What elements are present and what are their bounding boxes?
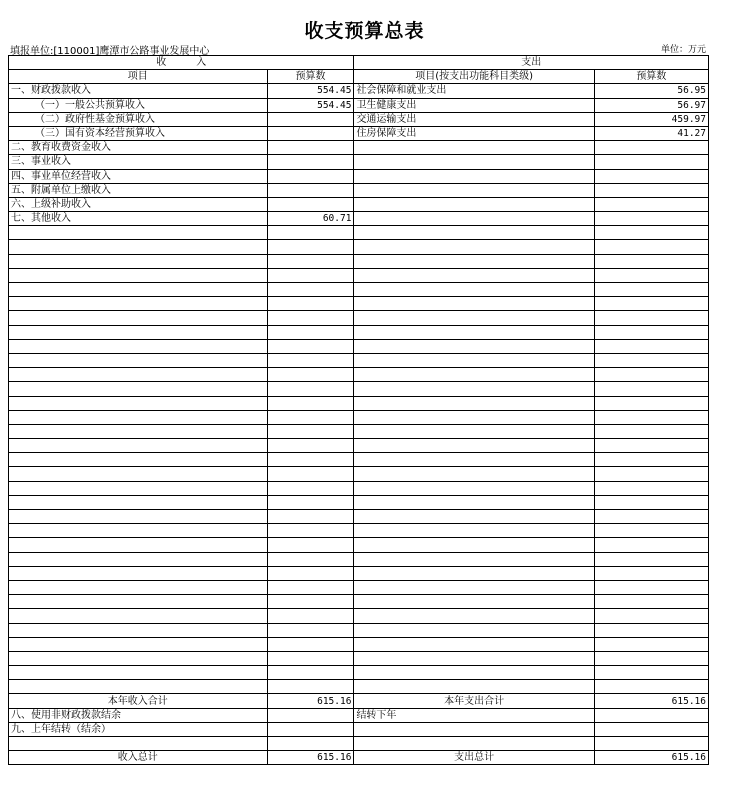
- column-header-row: [9, 70, 709, 84]
- income-value-cell: [267, 112, 354, 126]
- income-value-cell: [267, 382, 354, 396]
- income-value-cell: [267, 453, 354, 467]
- budget-table: [8, 55, 709, 765]
- expense-item-cell: [354, 410, 594, 424]
- expense-value-cell: [594, 169, 708, 183]
- expense-item-cell: 卫生健康支出: [354, 98, 594, 112]
- expense-item-cell: [354, 552, 594, 566]
- expense-item-cell: [354, 495, 594, 509]
- table-row: [9, 240, 709, 254]
- income-item-cell: [9, 680, 268, 694]
- income-item-cell: [9, 410, 268, 424]
- expense-item-cell: [354, 311, 594, 325]
- income-value-cell: 60.71: [267, 212, 354, 226]
- expense-item-cell: [354, 325, 594, 339]
- blank-cell: [594, 737, 708, 751]
- income-item-cell: 二、教育收费资金收入: [9, 141, 268, 155]
- page-title: 收支预算总表: [304, 20, 425, 42]
- expense-value-cell: [594, 141, 708, 155]
- expense-item-cell: [354, 268, 594, 282]
- expense-value-cell: [594, 439, 708, 453]
- expense-item-cell: [354, 254, 594, 268]
- income-value-cell: [267, 609, 354, 623]
- blank-cell: [267, 737, 354, 751]
- expense-value-cell: [594, 226, 708, 240]
- expense-item-cell: 交通运输支出: [354, 112, 594, 126]
- income-item-cell: [9, 666, 268, 680]
- income-item-cell: [9, 637, 268, 651]
- expense-item-cell: [354, 240, 594, 254]
- expense-item-cell: [354, 580, 594, 594]
- income-value-cell: 554.45: [267, 84, 354, 98]
- income-value-cell: 554.45: [267, 98, 354, 112]
- expense-value-cell: [594, 240, 708, 254]
- income-item-cell: [9, 481, 268, 495]
- carry-forward-value: [594, 708, 708, 722]
- expense-value-cell: 41.27: [594, 126, 708, 140]
- table-row: [9, 268, 709, 282]
- expense-value-cell: [594, 311, 708, 325]
- income-value-cell: [267, 481, 354, 495]
- income-value-cell: [267, 126, 354, 140]
- expense-value-cell: [594, 410, 708, 424]
- expense-value-cell: [594, 396, 708, 410]
- table-row: [9, 424, 709, 438]
- expense-item-cell: 住房保障支出: [354, 126, 594, 140]
- table-row: [9, 510, 709, 524]
- income-item-cell: [9, 495, 268, 509]
- table-row: [9, 609, 709, 623]
- non-fiscal-balance-row: [9, 708, 709, 722]
- prior-year-row: [9, 722, 709, 736]
- grand-expense-label: 支出总计: [354, 751, 594, 765]
- income-value-cell: [267, 155, 354, 169]
- blank-cell: [594, 722, 708, 736]
- income-group-header: 收 入: [9, 56, 354, 70]
- income-total-value: 615.16: [267, 694, 354, 708]
- expense-item-cell: [354, 595, 594, 609]
- expense-value-cell: [594, 197, 708, 211]
- expense-value-cell: [594, 467, 708, 481]
- table-row: [9, 254, 709, 268]
- income-budget-header: 预算数: [267, 70, 354, 84]
- expense-item-cell: [354, 637, 594, 651]
- blank-cell: [354, 737, 594, 751]
- income-value-cell: [267, 566, 354, 580]
- income-item-cell: [9, 424, 268, 438]
- income-value-cell: [267, 467, 354, 481]
- expense-value-cell: [594, 212, 708, 226]
- expense-group-header: 支出: [354, 56, 709, 70]
- income-item-cell: [9, 609, 268, 623]
- expense-value-cell: [594, 651, 708, 665]
- income-value-cell: [267, 368, 354, 382]
- grand-expense-value: 615.16: [594, 751, 708, 765]
- row9-value: [267, 722, 354, 736]
- income-item-cell: 五、附属单位上缴收入: [9, 183, 268, 197]
- income-item-header: 项目: [9, 70, 268, 84]
- table-row: [9, 283, 709, 297]
- expense-item-cell: [354, 226, 594, 240]
- table-row: [9, 325, 709, 339]
- table-row: [9, 467, 709, 481]
- blank-cell: [354, 722, 594, 736]
- expense-item-cell: [354, 141, 594, 155]
- expense-item-cell: [354, 651, 594, 665]
- income-item-cell: （一）一般公共预算收入: [9, 98, 268, 112]
- expense-item-cell: [354, 623, 594, 637]
- income-item-cell: [9, 467, 268, 481]
- expense-value-cell: 459.97: [594, 112, 708, 126]
- expense-value-cell: [594, 566, 708, 580]
- expense-value-cell: [594, 283, 708, 297]
- expense-value-cell: [594, 552, 708, 566]
- income-item-cell: [9, 453, 268, 467]
- income-item-cell: [9, 240, 268, 254]
- income-item-cell: 四、事业单位经营收入: [9, 169, 268, 183]
- expense-item-cell: [354, 538, 594, 552]
- expense-item-cell: [354, 510, 594, 524]
- table-row: [9, 98, 709, 112]
- table-row: [9, 453, 709, 467]
- group-header-row: [9, 56, 709, 70]
- income-item-cell: [9, 311, 268, 325]
- expense-item-cell: [354, 439, 594, 453]
- expense-item-cell: [354, 155, 594, 169]
- income-value-cell: [267, 538, 354, 552]
- row9-label: 九、上年结转（结余）: [9, 722, 268, 736]
- income-value-cell: [267, 524, 354, 538]
- expense-item-cell: [354, 283, 594, 297]
- table-row: [9, 183, 709, 197]
- table-row: [9, 623, 709, 637]
- table-row: [9, 141, 709, 155]
- expense-value-cell: [594, 637, 708, 651]
- income-value-cell: [267, 268, 354, 282]
- row8-label: 八、使用非财政拨款结余: [9, 708, 268, 722]
- table-row: [9, 339, 709, 353]
- income-value-cell: [267, 169, 354, 183]
- table-row: [9, 538, 709, 552]
- expense-value-cell: [594, 297, 708, 311]
- expense-item-cell: [354, 481, 594, 495]
- table-row: [9, 680, 709, 694]
- year-total-row: [9, 694, 709, 708]
- expense-value-cell: [594, 268, 708, 282]
- table-row: [9, 297, 709, 311]
- income-value-cell: [267, 495, 354, 509]
- expense-value-cell: [594, 183, 708, 197]
- income-value-cell: [267, 254, 354, 268]
- expense-item-cell: [354, 212, 594, 226]
- grand-income-label: 收入总计: [9, 751, 268, 765]
- expense-item-cell: [354, 353, 594, 367]
- income-total-label: 本年收入合计: [9, 694, 268, 708]
- income-value-cell: [267, 410, 354, 424]
- income-value-cell: [267, 424, 354, 438]
- income-item-cell: [9, 439, 268, 453]
- income-item-cell: [9, 552, 268, 566]
- table-row: [9, 155, 709, 169]
- expense-value-cell: [594, 666, 708, 680]
- table-row: [9, 595, 709, 609]
- income-item-cell: [9, 538, 268, 552]
- income-value-cell: [267, 325, 354, 339]
- expense-value-cell: [594, 510, 708, 524]
- income-item-cell: [9, 595, 268, 609]
- expense-value-cell: [594, 325, 708, 339]
- table-row: [9, 495, 709, 509]
- expense-value-cell: [594, 538, 708, 552]
- income-item-cell: [9, 268, 268, 282]
- income-value-cell: [267, 396, 354, 410]
- expense-total-label: 本年支出合计: [354, 694, 594, 708]
- expense-value-cell: [594, 595, 708, 609]
- table-row: [9, 439, 709, 453]
- blank-row: [9, 737, 709, 751]
- income-value-cell: [267, 183, 354, 197]
- table-row: [9, 368, 709, 382]
- expense-value-cell: [594, 368, 708, 382]
- expense-item-cell: [354, 297, 594, 311]
- income-value-cell: [267, 651, 354, 665]
- income-item-cell: [9, 353, 268, 367]
- expense-item-cell: [354, 680, 594, 694]
- expense-budget-header: 预算数: [594, 70, 708, 84]
- table-row: [9, 396, 709, 410]
- income-item-cell: [9, 580, 268, 594]
- expense-value-cell: [594, 524, 708, 538]
- expense-item-cell: [354, 666, 594, 680]
- table-row: [9, 566, 709, 580]
- income-value-cell: [267, 623, 354, 637]
- expense-value-cell: [594, 382, 708, 396]
- income-value-cell: [267, 580, 354, 594]
- income-item-cell: [9, 226, 268, 240]
- income-item-cell: 一、财政拨款收入: [9, 84, 268, 98]
- expense-value-cell: [594, 481, 708, 495]
- expense-value-cell: [594, 495, 708, 509]
- table-row: [9, 126, 709, 140]
- income-value-cell: [267, 311, 354, 325]
- income-item-cell: [9, 283, 268, 297]
- table-row: [9, 84, 709, 98]
- table-row: [9, 311, 709, 325]
- expense-item-cell: 社会保障和就业支出: [354, 84, 594, 98]
- income-item-cell: [9, 325, 268, 339]
- table-row: [9, 112, 709, 126]
- table-row: [9, 580, 709, 594]
- income-item-cell: [9, 510, 268, 524]
- income-value-cell: [267, 439, 354, 453]
- expense-item-cell: [354, 524, 594, 538]
- income-value-cell: [267, 552, 354, 566]
- reporting-unit: 填报单位:[110001]鹰潭市公路事业发展中心: [10, 46, 210, 57]
- expense-value-cell: 56.95: [594, 84, 708, 98]
- expense-value-cell: [594, 353, 708, 367]
- expense-value-cell: 56.97: [594, 98, 708, 112]
- carry-forward-label: 结转下年: [354, 708, 594, 722]
- table-row: [9, 169, 709, 183]
- income-value-cell: [267, 353, 354, 367]
- expense-value-cell: [594, 609, 708, 623]
- expense-total-value: 615.16: [594, 694, 708, 708]
- expense-value-cell: [594, 680, 708, 694]
- income-value-cell: [267, 297, 354, 311]
- expense-value-cell: [594, 623, 708, 637]
- income-item-cell: 六、上级补助收入: [9, 197, 268, 211]
- expense-item-cell: [354, 396, 594, 410]
- income-item-cell: [9, 382, 268, 396]
- income-value-cell: [267, 197, 354, 211]
- income-item-cell: （二）政府性基金预算收入: [9, 112, 268, 126]
- table-row: [9, 666, 709, 680]
- income-item-cell: 三、事业收入: [9, 155, 268, 169]
- income-item-cell: [9, 651, 268, 665]
- expense-item-cell: [354, 453, 594, 467]
- expense-item-cell: [354, 368, 594, 382]
- table-row: [9, 353, 709, 367]
- income-item-cell: [9, 339, 268, 353]
- expense-item-cell: [354, 183, 594, 197]
- expense-item-cell: [354, 566, 594, 580]
- income-value-cell: [267, 339, 354, 353]
- expense-value-cell: [594, 254, 708, 268]
- income-item-cell: [9, 396, 268, 410]
- income-item-cell: [9, 297, 268, 311]
- table-row: [9, 481, 709, 495]
- income-item-cell: [9, 254, 268, 268]
- income-value-cell: [267, 680, 354, 694]
- blank-cell: [9, 737, 268, 751]
- expense-value-cell: [594, 155, 708, 169]
- expense-item-header: 项目(按支出功能科目类级): [354, 70, 594, 84]
- expense-item-cell: [354, 467, 594, 481]
- income-value-cell: [267, 240, 354, 254]
- grand-income-value: 615.16: [267, 751, 354, 765]
- income-item-cell: [9, 566, 268, 580]
- income-value-cell: [267, 226, 354, 240]
- table-row: [9, 552, 709, 566]
- expense-value-cell: [594, 580, 708, 594]
- expense-item-cell: [354, 382, 594, 396]
- income-value-cell: [267, 637, 354, 651]
- expense-value-cell: [594, 453, 708, 467]
- expense-value-cell: [594, 424, 708, 438]
- table-row: [9, 226, 709, 240]
- income-item-cell: 七、其他收入: [9, 212, 268, 226]
- expense-item-cell: [354, 169, 594, 183]
- income-item-cell: [9, 368, 268, 382]
- currency-unit: 单位：万元: [660, 45, 706, 55]
- table-row: [9, 637, 709, 651]
- income-value-cell: [267, 595, 354, 609]
- income-value-cell: [267, 510, 354, 524]
- table-row: [9, 382, 709, 396]
- income-item-cell: [9, 524, 268, 538]
- income-value-cell: [267, 666, 354, 680]
- income-item-cell: （三）国有资本经营预算收入: [9, 126, 268, 140]
- expense-item-cell: [354, 424, 594, 438]
- table-row: [9, 212, 709, 226]
- table-row: [9, 651, 709, 665]
- income-value-cell: [267, 141, 354, 155]
- expense-item-cell: [354, 609, 594, 623]
- table-row: [9, 524, 709, 538]
- income-item-cell: [9, 623, 268, 637]
- expense-value-cell: [594, 339, 708, 353]
- income-value-cell: [267, 283, 354, 297]
- row8-value: [267, 708, 354, 722]
- expense-item-cell: [354, 197, 594, 211]
- table-row: [9, 197, 709, 211]
- expense-item-cell: [354, 339, 594, 353]
- table-row: [9, 410, 709, 424]
- grand-total-row: [9, 751, 709, 765]
